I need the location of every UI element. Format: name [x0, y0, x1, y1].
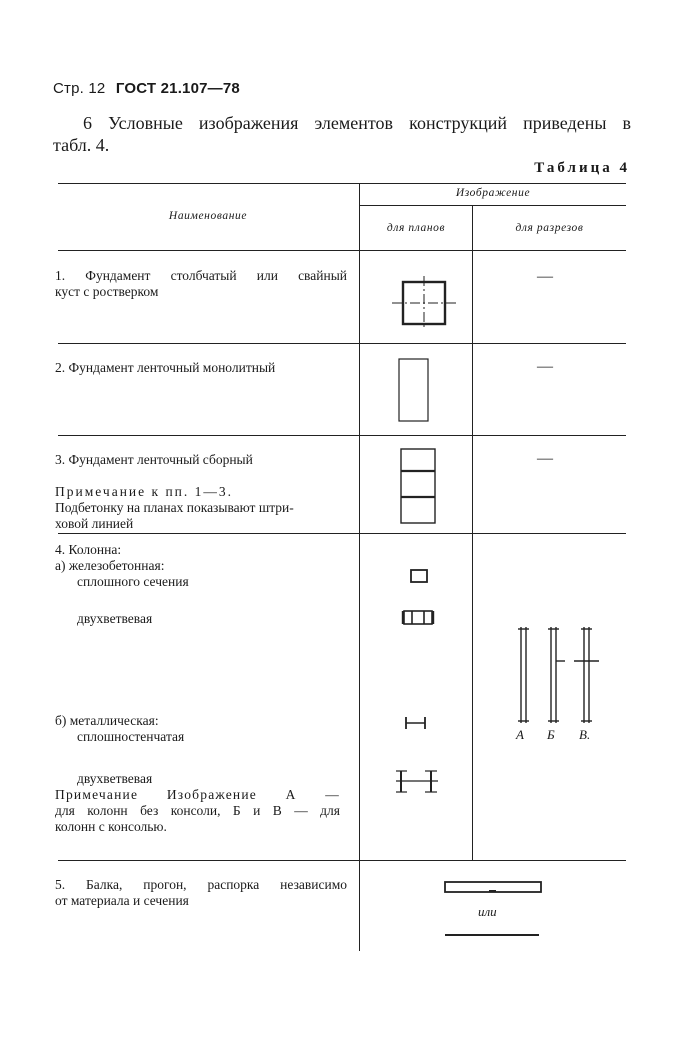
document-id: ГОСТ 21.107—78	[115, 80, 240, 97]
beam-alt-line-symbol	[445, 934, 539, 936]
intro-paragraph	[53, 112, 631, 156]
row-2-name: 2. Фундамент ленточный монолитный	[55, 360, 276, 375]
page-header	[53, 80, 240, 97]
row-5-name: 5. Балка, прогон, распорка независимо от материала и сечения	[55, 877, 347, 908]
row-4-name: 4. Колонна: а) железобетонная: сплошного сечения	[55, 542, 189, 589]
row-separator-3	[58, 533, 626, 534]
column-header-name: Наименование	[168, 210, 248, 222]
beam-or-label: или	[478, 904, 497, 919]
row-3-sections-dash: —	[537, 450, 553, 467]
strip-foundation-precast-symbol	[400, 448, 440, 526]
rc-two-branch-column-symbol	[402, 610, 436, 626]
row-4-a3: двухветвевая	[77, 611, 153, 626]
intro-line-1: 6 Условные изображения элементов конструкций приведены в	[83, 113, 631, 133]
plans-column-divider	[472, 205, 473, 860]
column-section-b-icon	[548, 627, 565, 723]
row-separator-1	[58, 343, 626, 344]
page-number: Стр. 12	[53, 80, 106, 97]
image-header-rule	[360, 205, 626, 206]
column-section-a-icon	[518, 627, 529, 723]
column-header-plans: для планов	[386, 222, 446, 234]
row-3-name: 3. Фундамент ленточный сборный Примечание к пп. 1—3. Подбетонку на планах показывают штри- ховой линией	[55, 452, 294, 531]
beam-symbol	[444, 880, 544, 898]
table-top-rule	[58, 183, 626, 184]
table-caption: Таблица 4	[534, 160, 630, 176]
column-header-sections: для разрезов	[515, 222, 584, 234]
column-header-image: Изображение	[455, 187, 531, 199]
row-4-b-block: б) металлическая: сплошностенчатая	[55, 713, 185, 744]
row-1-name: 1. Фундамент столбчатый или свайный куст с ростверком	[55, 268, 347, 299]
steel-solid-web-column-symbol	[403, 714, 429, 732]
column-foundation-symbol	[390, 276, 460, 336]
row-2-sections-dash: —	[537, 358, 553, 375]
name-column-divider	[359, 183, 360, 951]
row-separator-2	[58, 435, 626, 436]
row-1-sections-dash: —	[537, 268, 553, 285]
label-b: Б	[547, 727, 555, 742]
label-a: А	[516, 727, 524, 742]
column-section-v-icon	[574, 627, 599, 723]
row-4-note-block: двухветвевая Примечание Изображение А — для колонн без консоли, Б и В — для колонн с консолью.	[55, 771, 340, 834]
rc-solid-column-symbol	[410, 569, 430, 585]
strip-foundation-monolithic-symbol	[398, 358, 432, 424]
steel-two-branch-column-symbol	[395, 768, 441, 796]
header-bottom-rule	[58, 250, 626, 251]
row-separator-4	[58, 860, 626, 861]
label-v: В.	[579, 727, 591, 742]
intro-line-2: табл. 4.	[53, 135, 110, 155]
